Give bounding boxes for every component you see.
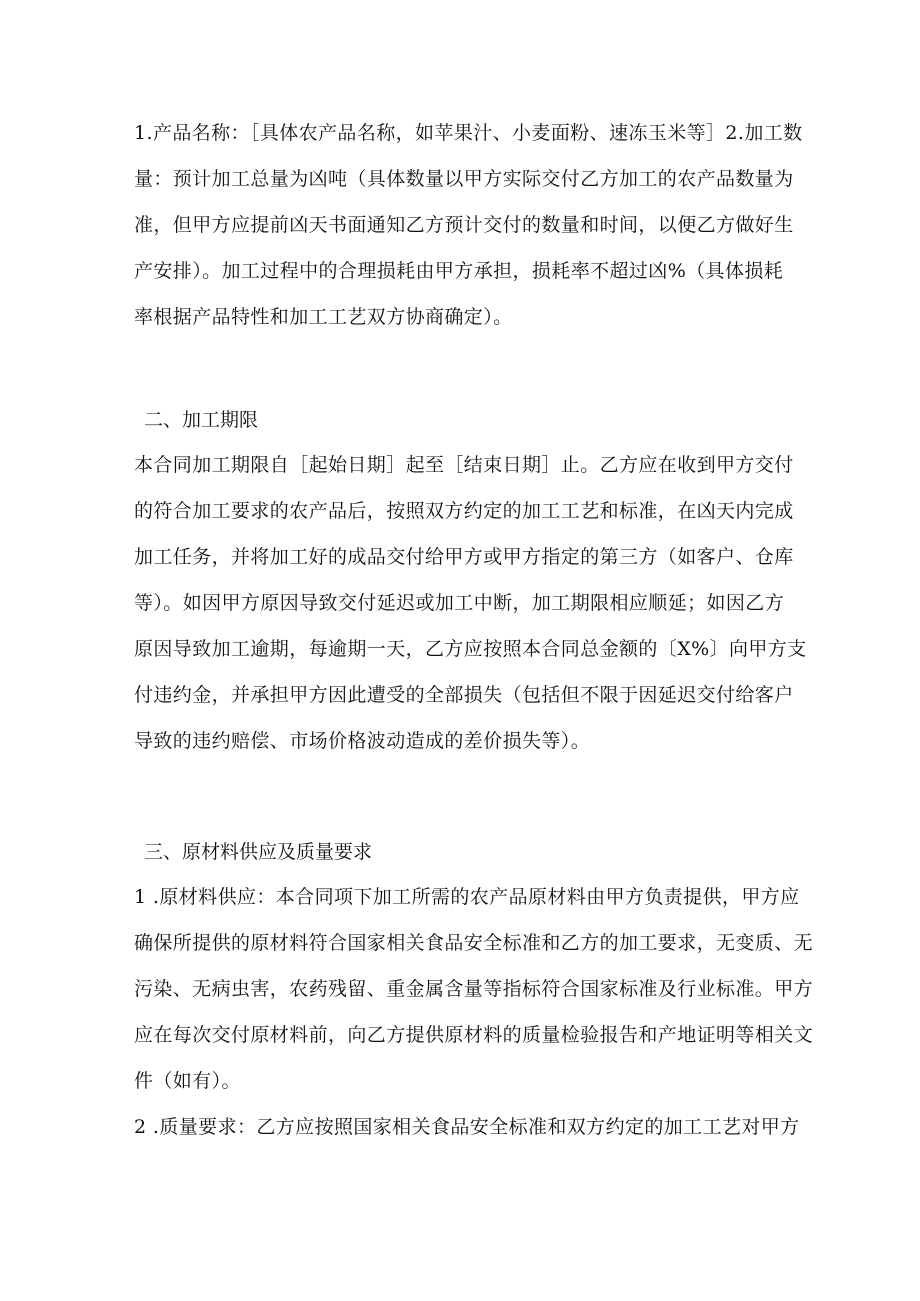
paragraph-line: 等）。如因甲方原因导致交付延迟或加工中断，加工期限相应顺延；如因乙方	[134, 592, 785, 614]
paragraph-line: 1.产品名称：［具体农产品名称，如苹果汁、小麦面粉、速冻玉米等］2.加工数	[134, 122, 803, 144]
paragraph-line: 导致的违约赔偿、市场价格波动造成的差价损失等）。	[134, 730, 591, 752]
paragraph-line: 付违约金，并承担甲方因此遭受的全部损失（包括但不限于因延迟交付给客户	[134, 684, 794, 706]
paragraph-line: 件（如有）。	[134, 1070, 241, 1092]
paragraph-line: 准，但甲方应提前凶天书面通知乙方预计交付的数量和时间，以便乙方做好生	[134, 214, 794, 236]
paragraph-line: 确保所提供的原材料符合国家相关食品安全标准和乙方的加工要求，无变质、无	[134, 932, 814, 954]
paragraph-line: 加工任务，并将加工好的成品交付给甲方或甲方指定的第三方（如客户、仓库	[134, 546, 794, 568]
paragraph-line: 污染、无病虫害，农药残留、重金属含量等指标符合国家标准及行业标准。甲方	[134, 978, 814, 1000]
paragraph-line: 的符合加工要求的农产品后，按照双方约定的加工工艺和标准，在凶天内完成	[134, 500, 794, 522]
paragraph-line: 1 .原材料供应：本合同项下加工所需的农产品原材料由甲方负责提供，甲方应	[134, 886, 800, 908]
paragraph-line: 率根据产品特性和加工工艺双方协商确定）。	[134, 306, 513, 328]
paragraph-line: 产安排）。加工过程中的合理损耗由甲方承担，损耗率不超过凶%（具体损耗	[134, 260, 784, 282]
paragraph-line: 原因导致加工逾期，每逾期一天，乙方应按照本合同总金额的〔X%〕向甲方支	[134, 638, 807, 660]
section-2-paragraph	[134, 442, 807, 764]
section-3-paragraph	[134, 874, 814, 1150]
section-2-heading: 二、加工期限	[144, 409, 259, 431]
section-3-heading: 三、原材料供应及质量要求	[144, 841, 373, 863]
paragraph-line: 量：预计加工总量为凶吨（具体数量以甲方实际交付乙方加工的农产品数量为	[134, 168, 794, 190]
section-1-paragraph	[134, 110, 803, 340]
paragraph-line: 本合同加工期限自［起始日期］起至［结束日期］止。乙方应在收到甲方交付	[134, 454, 794, 476]
paragraph-line: 2 .质量要求：乙方应按照国家相关食品安全标准和双方约定的加工工艺对甲方	[134, 1116, 800, 1138]
paragraph-line: 应在每次交付原材料前，向乙方提供原材料的质量检验报告和产地证明等相关文	[134, 1024, 814, 1046]
